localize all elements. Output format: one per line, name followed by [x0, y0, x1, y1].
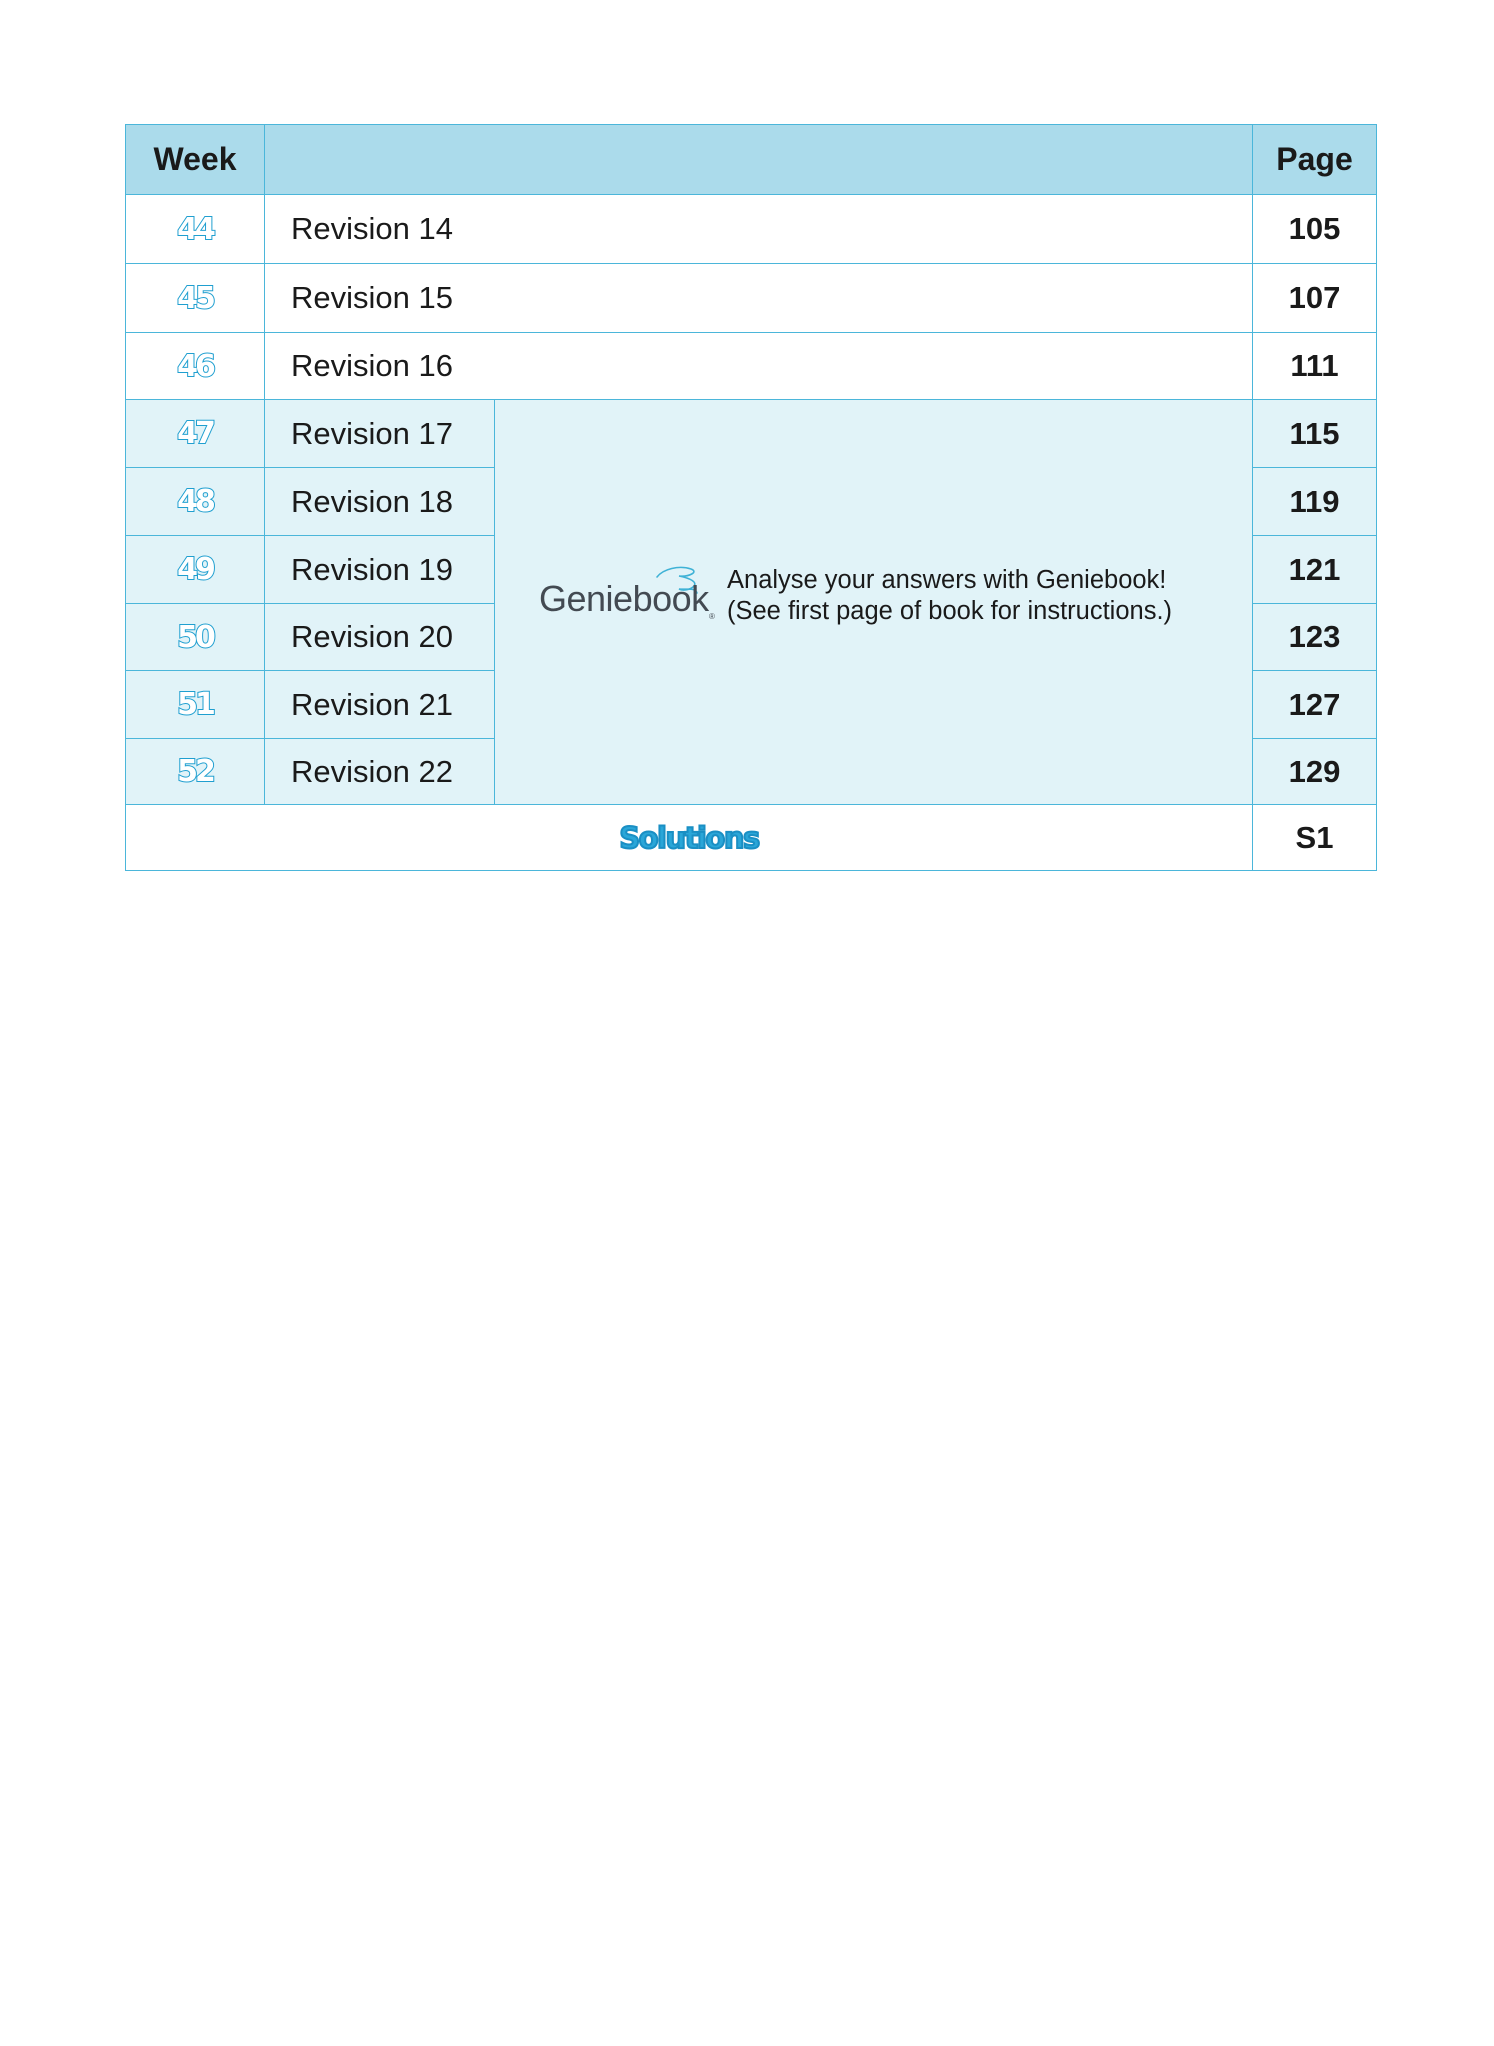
week-cell	[125, 263, 265, 333]
header-topic	[264, 124, 1253, 195]
header-page	[1252, 124, 1377, 195]
page-cell	[1252, 535, 1377, 604]
week-number: 49	[177, 552, 213, 587]
week-number: 48	[177, 484, 213, 519]
week-number: 45	[177, 280, 213, 316]
week-cell	[125, 603, 265, 671]
header-page-label: Page	[1276, 141, 1353, 177]
page-number[interactable]: 127	[1288, 686, 1341, 722]
page-number[interactable]: 121	[1288, 551, 1341, 587]
geniebook-promo-cell	[494, 399, 1253, 805]
topic-title[interactable]: Revision 18	[291, 483, 453, 519]
week-cell	[125, 535, 265, 604]
week-cell	[125, 670, 265, 739]
page-cell	[1252, 399, 1377, 468]
promo-line-1: Analyse your answers with Geniebook!	[727, 566, 1167, 594]
page-cell	[1252, 467, 1377, 536]
solutions-page-number[interactable]: S1	[1295, 819, 1334, 855]
geniebook-logo: Geniebook	[539, 578, 709, 619]
week-number: 46	[177, 348, 213, 384]
week-number: 50	[177, 619, 213, 655]
page-number[interactable]: 123	[1288, 619, 1341, 654]
page-number[interactable]: 129	[1288, 753, 1341, 789]
week-cell	[125, 399, 265, 468]
page-cell	[1252, 194, 1377, 264]
page-number[interactable]: 115	[1289, 415, 1340, 451]
topic-title[interactable]: Revision 22	[291, 753, 453, 789]
topic-title[interactable]: Revision 14	[291, 211, 453, 246]
header-week-label: Week	[153, 141, 237, 177]
solutions-label[interactable]: Solutions	[619, 820, 759, 855]
topic-title[interactable]: Revision 16	[291, 348, 453, 383]
page-cell	[1252, 670, 1377, 739]
table-of-contents	[125, 124, 1377, 871]
page-cell	[1252, 263, 1377, 333]
week-number: 52	[177, 754, 213, 789]
week-cell	[125, 332, 265, 400]
topic-title[interactable]: Revision 21	[291, 686, 453, 722]
topic-title[interactable]: Revision 17	[291, 415, 453, 451]
page-cell	[1252, 804, 1377, 871]
title-cell	[264, 670, 495, 739]
page-number[interactable]: 105	[1288, 211, 1341, 246]
week-cell	[125, 738, 265, 805]
promo-line-2: (See first page of book for instructions.)	[727, 597, 1173, 625]
week-number: 44	[177, 211, 213, 247]
title-cell	[264, 738, 495, 805]
page-cell	[1252, 603, 1377, 671]
page-number[interactable]: 111	[1290, 348, 1339, 383]
topic-title[interactable]: Revision 19	[291, 551, 453, 587]
solutions-cell	[125, 804, 1253, 871]
page-cell	[1252, 738, 1377, 805]
promo-text	[727, 565, 1172, 627]
title-cell	[264, 263, 1253, 333]
title-cell	[264, 467, 495, 536]
title-cell	[264, 194, 1253, 264]
week-cell	[125, 194, 265, 264]
page-cell	[1252, 332, 1377, 400]
title-cell	[264, 535, 495, 604]
title-cell	[264, 332, 1253, 400]
header-week	[125, 124, 265, 195]
week-number: 51	[177, 687, 213, 722]
title-cell	[264, 399, 495, 468]
title-cell	[264, 603, 495, 671]
week-number: 47	[177, 416, 213, 451]
topic-title[interactable]: Revision 15	[291, 280, 453, 315]
geniebook-promo	[495, 400, 1252, 804]
week-cell	[125, 467, 265, 536]
page-number[interactable]: 107	[1288, 280, 1341, 315]
registered-mark: ®	[709, 612, 715, 621]
page-number[interactable]: 119	[1289, 483, 1340, 519]
topic-title[interactable]: Revision 20	[291, 619, 453, 654]
